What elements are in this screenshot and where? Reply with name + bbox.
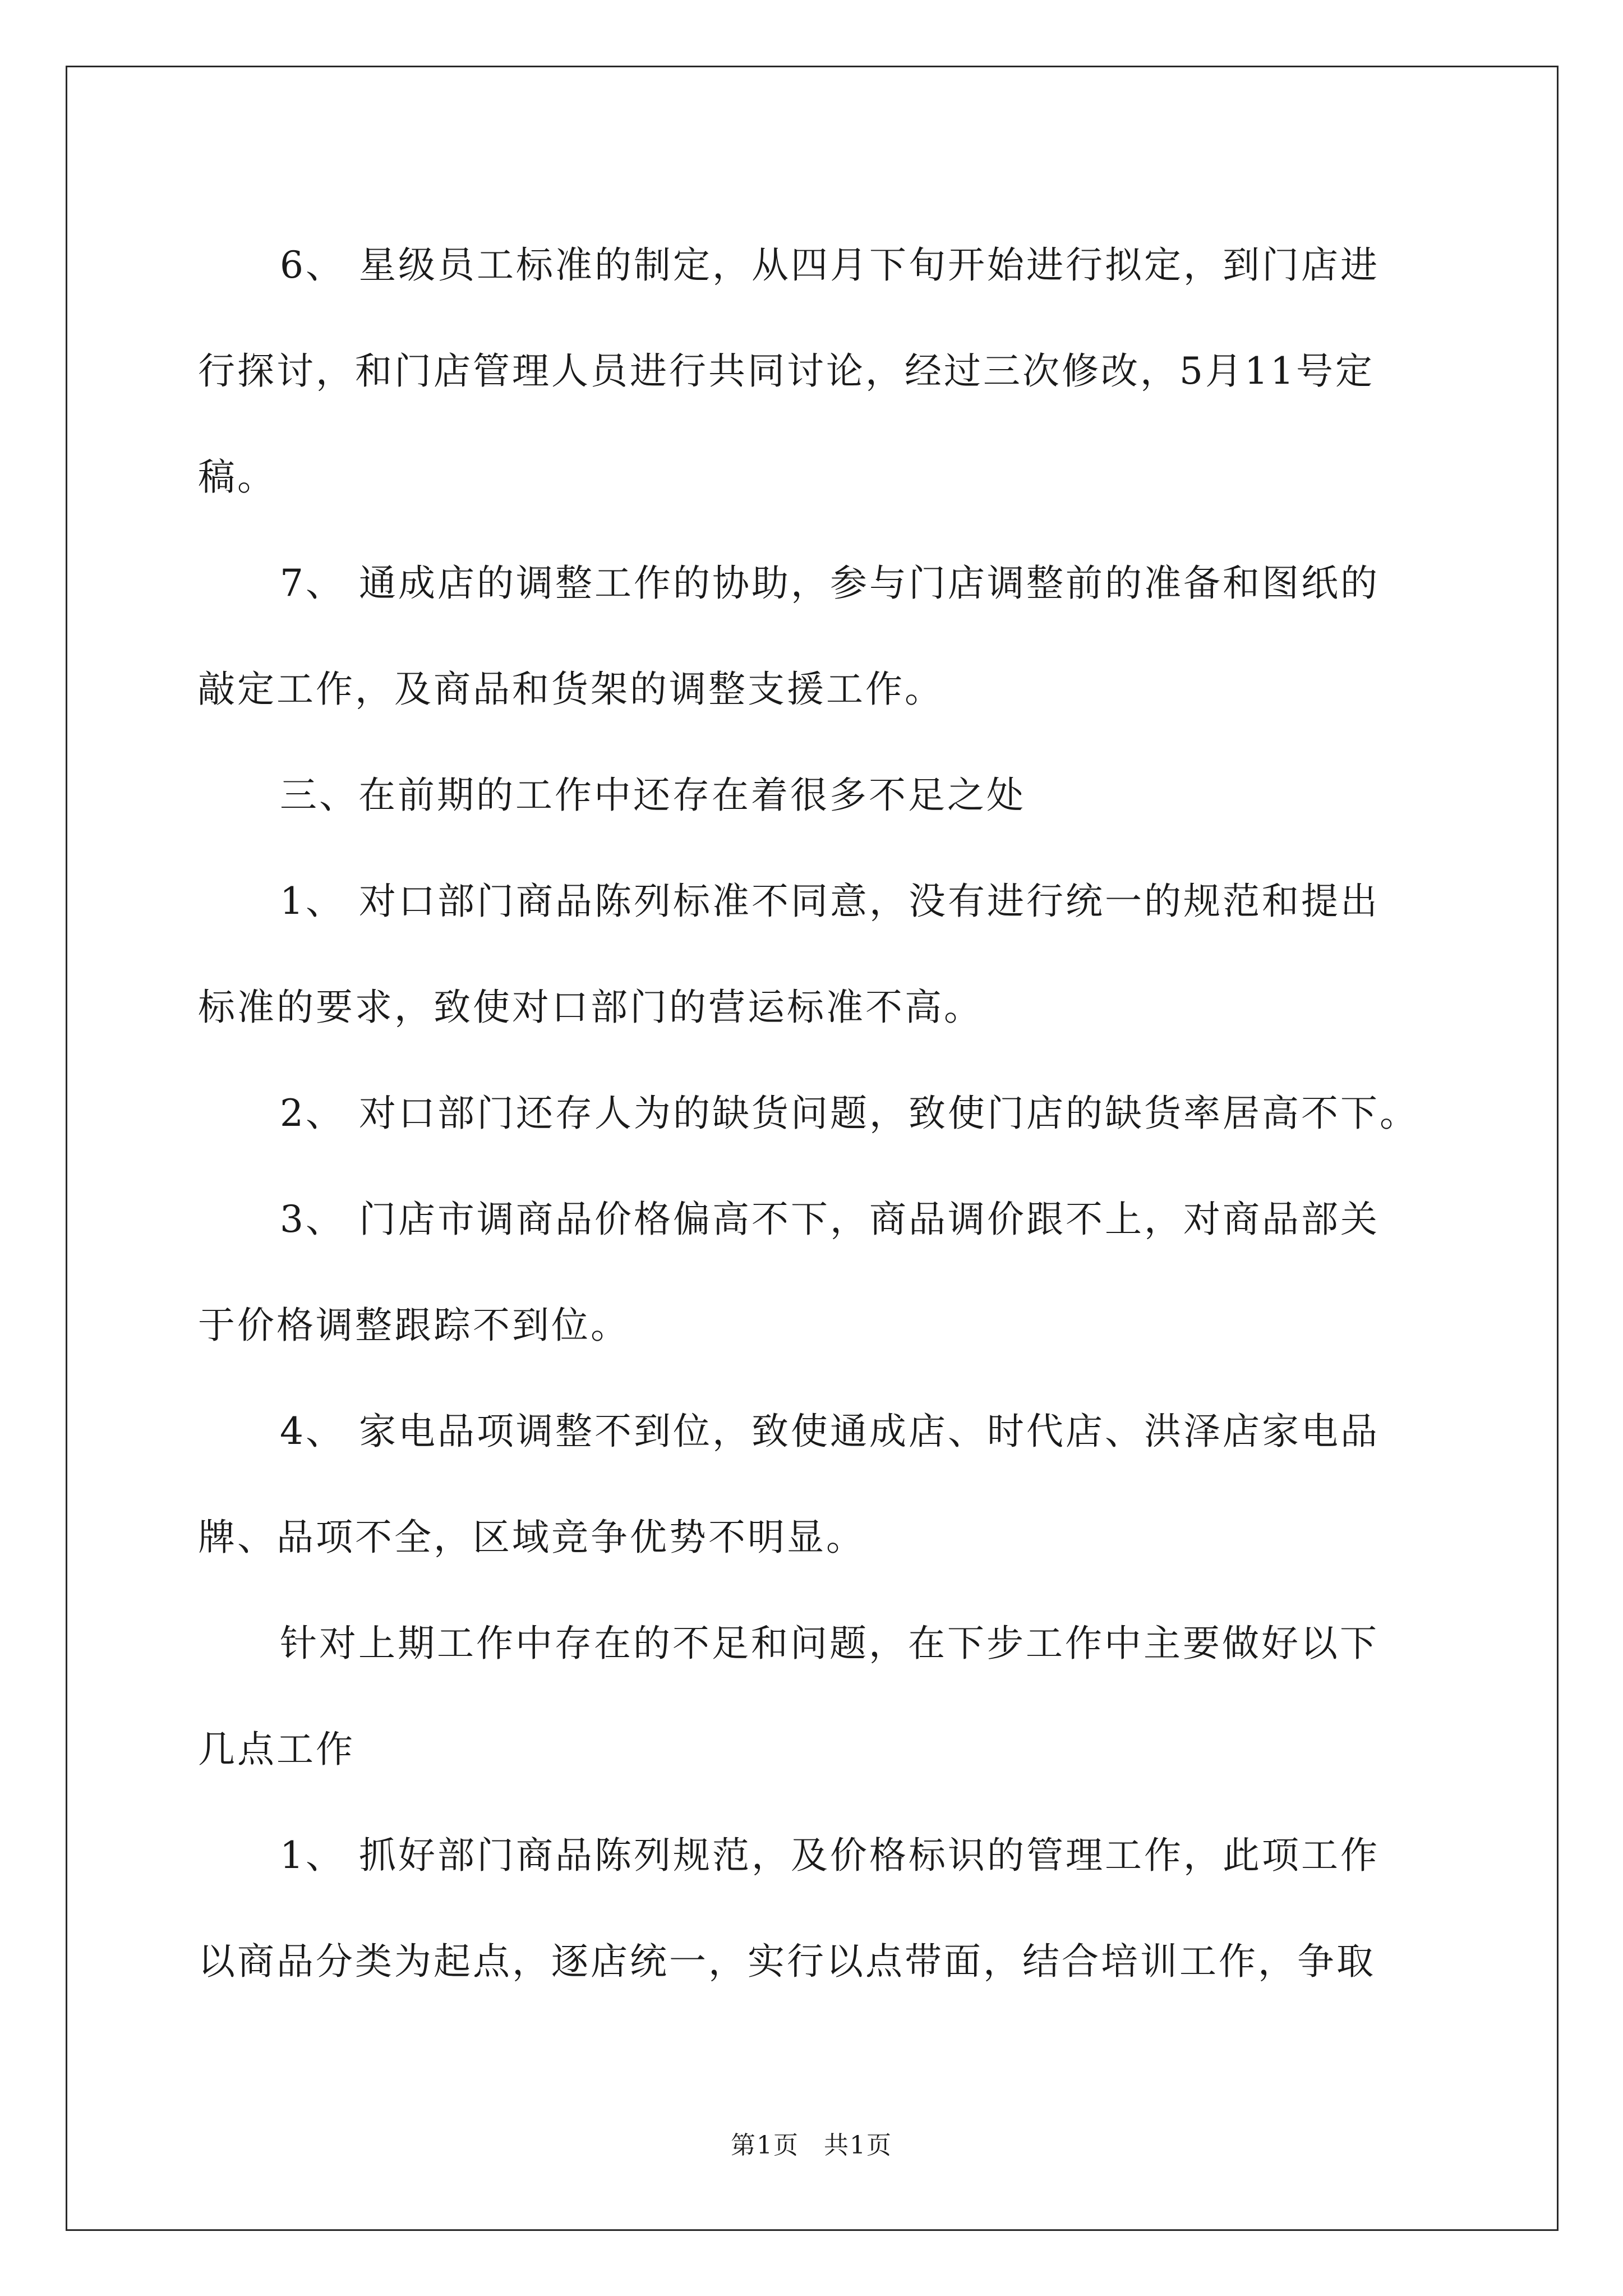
text-line: 6、 星级员工标准的制定，从四月下旬开始进行拟定，到门店进 bbox=[280, 243, 1380, 287]
text-line: 几点工作 bbox=[198, 1728, 355, 1771]
text-line: 行探讨，和门店管理人员进行共同讨论，经过三次修改，5月11号定 bbox=[198, 349, 1375, 393]
text-line: 敲定工作，及商品和货架的调整支援工作。 bbox=[198, 668, 944, 711]
page-total: 共1页 bbox=[824, 2131, 892, 2160]
page-footer bbox=[0, 2129, 1623, 2162]
text-line: 4、 家电品项调整不到位，致使通成店、时代店、洪泽店家电品 bbox=[280, 1410, 1380, 1453]
text-line: 于价格调整跟踪不到位。 bbox=[198, 1304, 630, 1347]
text-line: 1、 抓好部门商品陈列规范，及价格标识的管理工作，此项工作 bbox=[280, 1834, 1380, 1877]
text-line: 三、在前期的工作中还存在着很多不足之处 bbox=[280, 774, 1026, 817]
page-number: 第1页 bbox=[731, 2131, 799, 2160]
text-line: 1、 对口部门商品陈列标准不同意，没有进行统一的规范和提出 bbox=[280, 880, 1380, 923]
text-line: 针对上期工作中存在的不足和问题，在下步工作中主要做好以下 bbox=[280, 1622, 1379, 1665]
text-line: 3、 门店市调商品价格偏高不下，商品调价跟不上，对商品部关 bbox=[280, 1198, 1380, 1241]
text-line: 牌、品项不全，区域竞争优势不明显。 bbox=[198, 1516, 865, 1559]
text-line: 以商品分类为起点，逐店统一，实行以点带面，结合培训工作，争取 bbox=[198, 1940, 1376, 1983]
text-line: 2、 对口部门还存人为的缺货问题，致使门店的缺货率居高不下。 bbox=[280, 1092, 1419, 1135]
document-body bbox=[198, 212, 1432, 2014]
text-line: 标准的要求，致使对口部门的营运标准不高。 bbox=[198, 986, 983, 1029]
text-line: 稿。 bbox=[198, 455, 276, 499]
text-line: 7、 通成店的调整工作的协助，参与门店调整前的准备和图纸的 bbox=[280, 562, 1380, 605]
